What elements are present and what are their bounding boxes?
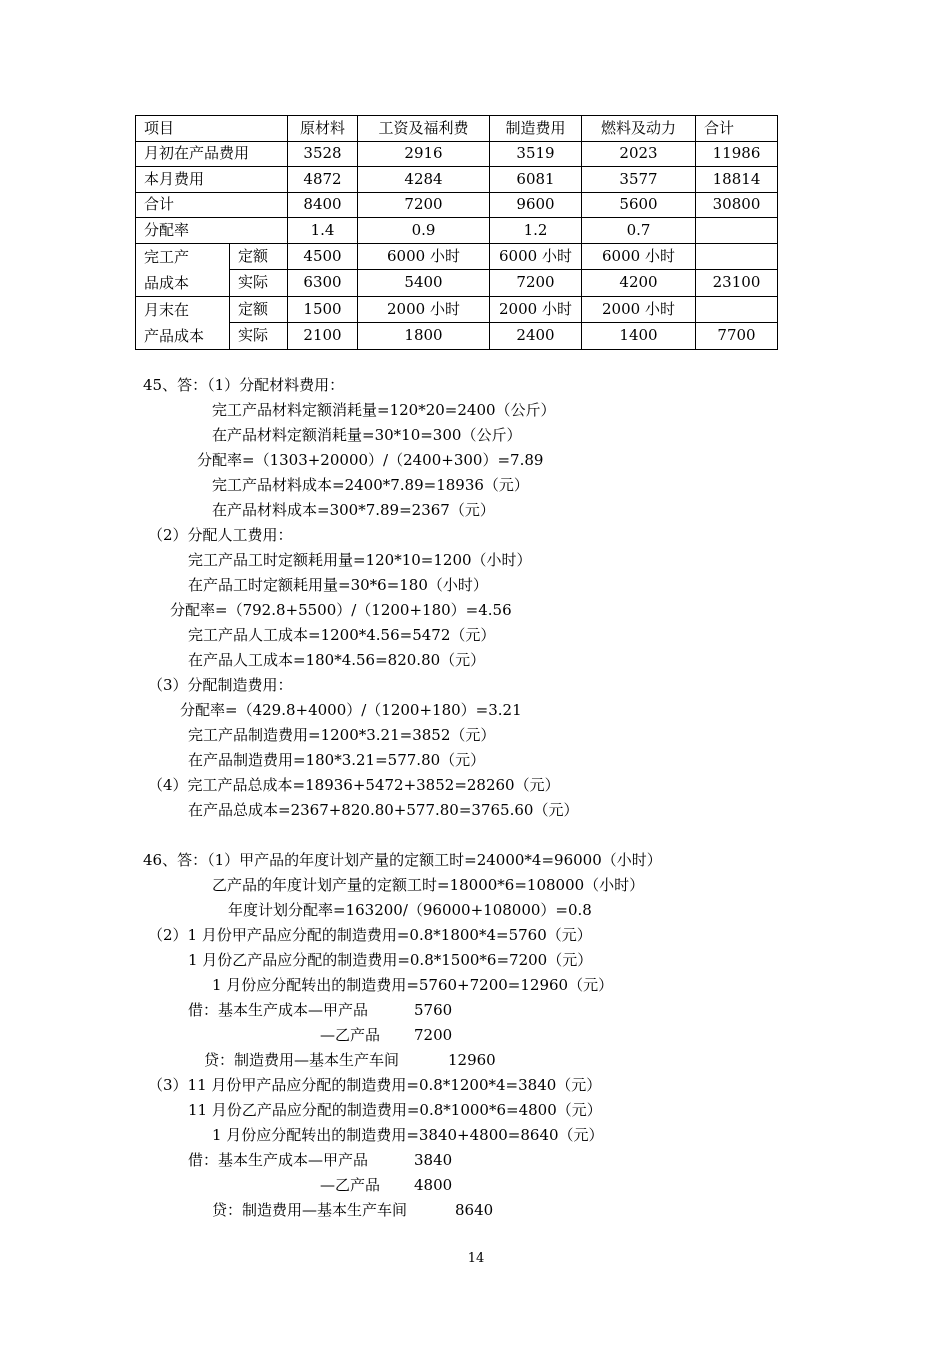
table-cell: 7200 [358,192,490,218]
q45-line: 分配率=（1303+20000）/（2400+300）=7.89 [197,451,544,469]
table-cell: 2023 [582,141,696,167]
table-cell: 2916 [358,141,490,167]
table-cell: 2000 小时 [582,296,696,323]
sub-row-label: 实际 [230,323,288,350]
table-header-cell: 工资及福利费 [358,116,490,142]
table-row [136,296,778,323]
table-cell: 9600 [490,192,582,218]
sub-row-label: 实际 [230,270,288,297]
q46-line: （2）1 月份甲产品应分配的制造费用=0.8*1800*4=5760（元） [148,926,592,944]
table-row [136,192,778,218]
table-header-row [136,116,778,142]
table-header-cell: 合计 [696,116,778,142]
q45-line: （4）完工产品总成本=18936+5472+3852=28260（元） [148,776,560,794]
table-cell [696,296,778,323]
q46-line: 1 月份应分配转出的制造费用=3840+4800=8640（元） [212,1126,604,1144]
table-cell: 4200 [582,270,696,297]
q46-line: 1 月份应分配转出的制造费用=5760+7200=12960（元） [212,976,614,994]
table-cell: 6000 小时 [358,243,490,270]
debit-amount: 3840 [414,1151,453,1169]
group-label [136,296,230,349]
debit-amount: 4800 [414,1176,453,1194]
q45-line: 分配率=（429.8+4000）/（1200+180）=3.21 [180,701,522,719]
table-cell: 7700 [696,323,778,350]
row-label: 合计 [136,192,288,218]
q46-line: 年度计划分配率=163200/（96000+108000）=0.8 [228,901,592,919]
table-cell: 11986 [696,141,778,167]
row-label: 分配率 [136,218,288,244]
table-header-cell: 制造费用 [490,116,582,142]
debit-label: 借：基本生产成本—甲产品 [188,1001,369,1019]
q45-line: 在产品总成本=2367+820.80+577.80=3765.60（元） [188,801,579,819]
q46-line: 乙产品的年度计划产量的定额工时=18000*6=108000（小时） [212,876,645,894]
table-cell: 6300 [288,270,358,297]
table-cell: 3528 [288,141,358,167]
q45-line: 完工产品人工成本=1200*4.56=5472（元） [188,626,496,644]
table-cell: 4872 [288,167,358,193]
credit-label: 贷：制造费用—基本生产车间 [212,1201,408,1219]
table-cell: 30800 [696,192,778,218]
q45-line: 在产品人工成本=180*4.56=820.80（元） [188,651,486,669]
table-cell: 1500 [288,296,358,323]
q45-line: 分配率=（792.8+5500）/（1200+180）=4.56 [170,601,512,619]
table-header-cell: 项目 [136,116,288,142]
row-label: 本月费用 [136,167,288,193]
group-label-line: 产品成本 [144,326,205,345]
q45-line: （2）分配人工费用： [148,526,293,544]
credit-amount: 8640 [455,1201,494,1219]
q46-line: 1 月份乙产品应分配的制造费用=0.8*1500*6=7200（元） [188,951,593,969]
table-cell: 6000 小时 [582,243,696,270]
debit-amount: 5760 [414,1001,453,1019]
table-cell [696,243,778,270]
table-cell: 23100 [696,270,778,297]
table-cell: 2000 小时 [358,296,490,323]
table-row [136,218,778,244]
q46-line: 11 月份乙产品应分配的制造费用=0.8*1000*6=4800（元） [188,1101,602,1119]
credit-amount: 12960 [448,1051,496,1069]
table-header-cell: 燃料及动力 [582,116,696,142]
table-cell: 3519 [490,141,582,167]
table-row [136,323,778,350]
table-cell: 18814 [696,167,778,193]
q45-line: 完工产品制造费用=1200*3.21=3852（元） [188,726,496,744]
table-cell: 4500 [288,243,358,270]
table-cell: 0.9 [358,218,490,244]
group-label-line: 完工产 [144,247,190,266]
debit-amount: 7200 [414,1026,453,1044]
q45-line: 完工产品材料定额消耗量=120*20=2400（公斤） [212,401,556,419]
table-cell: 0.7 [582,218,696,244]
table-cell: 6000 小时 [490,243,582,270]
group-label [136,243,230,296]
q45-heading: 45、答：（1）分配材料费用： [143,376,345,394]
debit-label: —乙产品 [320,1176,381,1194]
table-cell: 6081 [490,167,582,193]
q46-heading: 46、答：（1）甲产品的年度计划产量的定额工时=24000*4=96000（小时） [143,851,662,869]
table-cell: 1800 [358,323,490,350]
group-label-line: 品成本 [144,273,190,292]
debit-label: 借：基本生产成本—甲产品 [188,1151,369,1169]
row-label: 月初在产品费用 [136,141,288,167]
table-cell: 7200 [490,270,582,297]
table-cell: 2100 [288,323,358,350]
table-cell: 4284 [358,167,490,193]
sub-row-label: 定额 [230,243,288,270]
group-label-line: 月末在 [144,300,190,319]
debit-label: —乙产品 [320,1026,381,1044]
q45-line: 在产品制造费用=180*3.21=577.80（元） [188,751,486,769]
table-cell: 5600 [582,192,696,218]
q45-line: 在产品材料定额消耗量=30*10=300（公斤） [212,426,522,444]
cost-allocation-table [135,115,778,350]
table-cell: 2000 小时 [490,296,582,323]
q45-line: 在产品工时定额耗用量=30*6=180（小时） [188,576,488,594]
q45-line: 完工产品工时定额耗用量=120*10=1200（小时） [188,551,532,569]
table-row [136,270,778,297]
page-number: 14 [467,1251,485,1266]
sub-row-label: 定额 [230,296,288,323]
q46-line: （3）11 月份甲产品应分配的制造费用=0.8*1200*4=3840（元） [148,1076,602,1094]
table-cell: 1400 [582,323,696,350]
table-cell: 8400 [288,192,358,218]
table-cell: 5400 [358,270,490,297]
table-cell: 2400 [490,323,582,350]
table-cell: 3577 [582,167,696,193]
table-row [136,141,778,167]
q45-line: 完工产品材料成本=2400*7.89=18936（元） [212,476,529,494]
table-cell: 1.2 [490,218,582,244]
table-cell [696,218,778,244]
table-header-cell: 原材料 [288,116,358,142]
table-row [136,167,778,193]
table-cell: 1.4 [288,218,358,244]
credit-label: 贷：制造费用—基本生产车间 [204,1051,400,1069]
q45-line: （3）分配制造费用： [148,676,293,694]
q45-line: 在产品材料成本=300*7.89=2367（元） [212,501,495,519]
table-row [136,243,778,270]
